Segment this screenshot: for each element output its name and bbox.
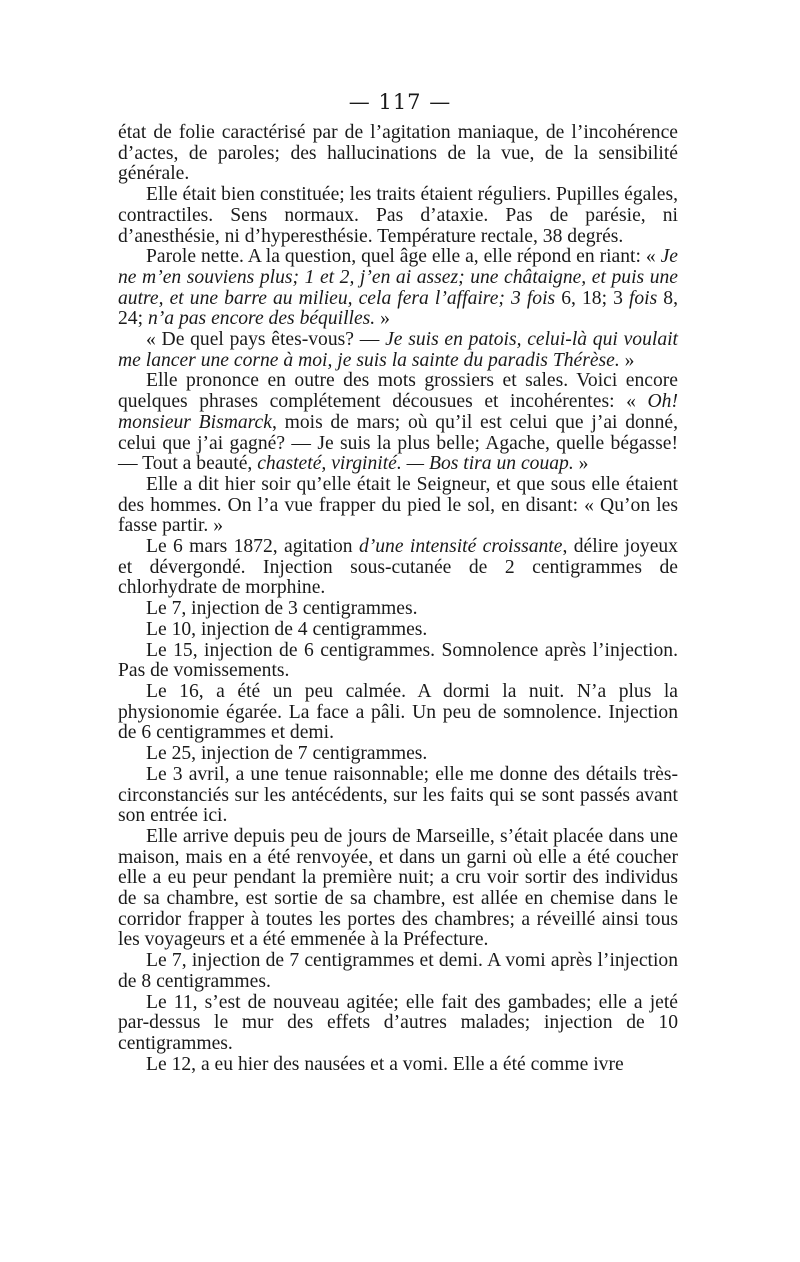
paragraph: Le 25, injection de 7 centigrammes. — [146, 743, 428, 765]
paragraph: Elle était bien constituée; les traits étaient réguliers. Pupilles égales, contractiles. Sens normaux. Pas d’ataxie. Pas de parésie, ni d’anesthésie, ni d’hyperesthésie. Température rectale, 38 degrés. — [118, 184, 678, 247]
paragraph: Parole nette. A la question, quel âge elle a, elle répond en riant: « Je ne m’en souviens plus; 1 et 2, j’en ai assez; une châtaigne, et puis une autre, et une barre au milieu, cela fera l’affaire; 3 fois 6, 18; 3 fois 8, 24; n’a pas encore des béquilles. » — [118, 246, 679, 330]
paragraph: Elle a dit hier soir qu’elle était le Seigneur, et que sous elle étaient des hommes. On l’a vue frapper du pied le sol, en disant: « Qu’on les fasse partir. » — [118, 473, 678, 537]
paragraph: Le 7, injection de 7 centigrammes et demi. A vomi après l’injection de 8 centigrammes. — [118, 950, 678, 992]
paragraph: Le 7, injection de 3 centigrammes. — [146, 598, 418, 620]
paragraph: Le 6 mars 1872, agitation d’une intensité croissante, délire joyeux et dévergondé. Injection sous-cutanée de 2 centigrammes de chlorhydrate de morphine. — [118, 536, 678, 599]
paragraph: Le 10, injection de 4 centigrammes. — [146, 618, 428, 640]
paragraph: « De quel pays êtes-vous? — Je suis en patois, celui-là qui voulait me lancer une corne à moi, je suis la sainte du paradis Thérèse. » — [118, 329, 679, 371]
paragraph: état de folie caractérisé par de l’agitation maniaque, de l’incohérence d’actes, de paroles; des hallucinations de la vue, de la sensibilité générale. — [118, 122, 678, 185]
paragraph: Elle arrive depuis peu de jours de Marseille, s’était placée dans une maison, mais en a été renvoyée, et dans un garni où elle a été coucher elle a eu peur pendant la première nuit; a cru voir sortir des individus de sa chambre, est sortie de sa chambre, est allée en chemise dans le corridor frapper à toutes les portes des chambres; a réveillé ainsi tous les voyageurs et a été emmenée à la Préfecture. — [118, 825, 678, 951]
paragraph: Le 3 avril, a une tenue raisonnable; elle me donne des détails très-circonstanciés sur les antécédents, sur les faits qui se sont passés avant son entrée ici. — [118, 763, 678, 827]
paragraph: Le 15, injection de 6 centigrammes. Somnolence après l’injection. Pas de vomissements. — [118, 639, 678, 682]
page-number: — 117 — — [348, 90, 452, 114]
body-text — [118, 123, 678, 1075]
paragraph: Elle prononce en outre des mots grossiers et sales. Voici encore quelques phrases complétement décousues et incohérentes: « Oh! monsieur Bismarck, mois de mars; où qu’il est celui que j’ai donné, celui que j’ai gagné? — Je suis la plus belle; Agache, quelle bégasse! — Tout a beauté, chasteté, virginité. — Bos tira un couap. » — [118, 370, 679, 475]
paragraph: Le 16, a été un peu calmée. A dormi la nuit. N’a plus la physionomie égarée. La face a pâli. Un peu de somnolence. Injection de 6 centigrammes et demi. — [118, 680, 678, 744]
paragraph: Le 11, s’est de nouveau agitée; elle fait des gambades; elle a jeté par-dessus le mur des effets d’autres malades; injection de 10 centigrammes. — [118, 991, 678, 1054]
paragraph: Le 12, a eu hier des nausées et a vomi. Elle a été comme ivre — [146, 1053, 624, 1075]
